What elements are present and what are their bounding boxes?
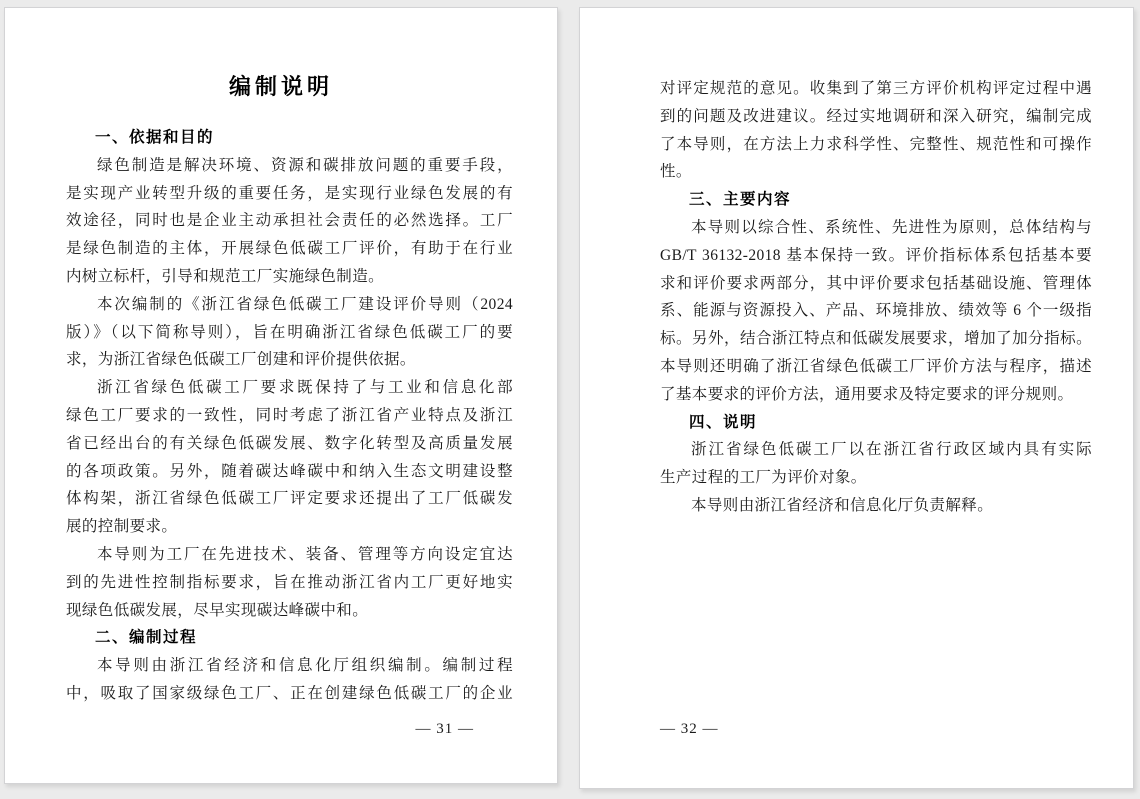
text-line: 是实现产业转型升级的重要任务，是实现行业绿色发展的有	[66, 184, 513, 202]
text-line: 展的控制要求。	[66, 518, 178, 536]
text-line: GB/T 36132-2018 基本保持一致。评价指标体系包括基本要	[660, 246, 1092, 264]
text-line: 到的先进性控制指标要求，旨在推动浙江省内工厂更好地实	[66, 573, 513, 591]
text-line: 本导则由浙江省经济和信息化厅负责解释。	[691, 496, 994, 514]
text-line: 绿色制造是解决环境、资源和碳排放问题的重要手段，	[97, 156, 513, 174]
text-line: 省已经出台的有关绿色低碳发展、数字化转型及高质量发展	[66, 434, 513, 452]
text-line: 内树立标杆，引导和规范工厂实施绿色制造。	[66, 267, 385, 285]
text-line: 本导则以综合性、系统性、先进性为原则，总体结构与	[691, 218, 1092, 236]
section-heading: 二、编制过程	[95, 629, 198, 647]
text-line: 生产过程的工厂为评价对象。	[660, 469, 867, 487]
page-number: — 31 —	[415, 721, 474, 737]
text-line: 标。另外，结合浙江特点和低碳发展要求，增加了加分指标。	[660, 330, 1092, 348]
text-line: 的各项政策。另外，随着碳达峰碳中和纳入生态文明建设整	[66, 462, 513, 480]
text-line: 浙江省绿色低碳工厂以在浙江省行政区域内具有实际	[691, 441, 1092, 459]
page-number: — 32 —	[660, 721, 719, 737]
text-line: 了基本要求的评价方法，通用要求及特定要求的评分规则。	[660, 385, 1074, 403]
text-line: 系、能源与资源投入、产品、环境排放、绩效等 6 个一级指	[660, 302, 1092, 320]
text-line: 对评定规范的意见。收集到了第三方评价机构评定过程中遇	[660, 80, 1092, 97]
text-line: 本导则还明确了浙江省绿色低碳工厂评价方法与程序，描述	[660, 357, 1092, 375]
section-heading: 四、说明	[689, 413, 758, 431]
text-line: 效途径，同时也是企业主动承担社会责任的必然选择。工厂	[66, 212, 513, 230]
text-line: 本导则为工厂在先进技术、装备、管理等方向设定宜达	[97, 545, 513, 563]
text-line: 求和评价要求两部分，其中评价要求包括基础设施、管理体	[660, 274, 1092, 292]
text-line: 浙江省绿色低碳工厂要求既保持了与工业和信息化部	[97, 379, 513, 397]
text-line: 到的问题及改进建议。经过实地调研和深入研究，编制完成	[660, 107, 1092, 125]
section-heading: 一、依据和目的	[95, 129, 215, 146]
text-line: 本次编制的《浙江省绿色低碳工厂建设评价导则（2024	[97, 295, 513, 313]
text-line: 版）》（以下简称导则），旨在明确浙江省绿色低碳工厂的要	[66, 323, 513, 341]
text-line: 是绿色制造的主体，开展绿色低碳工厂评价，有助于在行业	[66, 240, 513, 258]
text-line: 绿色工厂要求的一致性，同时考虑了浙江省产业特点及浙江	[66, 406, 513, 424]
section-heading: 三、主要内容	[689, 191, 792, 209]
text-line: 现绿色低碳发展，尽早实现碳达峰碳中和。	[66, 601, 369, 619]
document-title: 编制说明	[228, 74, 333, 99]
text-block	[660, 75, 1092, 520]
text-line: 本导则由浙江省经济和信息化厅组织编制。编制过程	[97, 657, 513, 675]
text-block	[66, 124, 513, 708]
text-line: 求，为浙江省绿色低碳工厂创建和评价提供依据。	[66, 351, 416, 369]
text-line: 了本导则，在方法上力求科学性、完整性、规范性和可操作	[660, 135, 1092, 153]
page-32	[579, 7, 1134, 789]
text-line: 中，吸取了国家级绿色工厂、正在创建绿色低碳工厂的企业	[66, 684, 513, 702]
page-31	[4, 7, 558, 784]
text-line: 性。	[660, 163, 692, 181]
text-line: 体构架，浙江省绿色低碳工厂评定要求还提出了工厂低碳发	[66, 490, 513, 508]
